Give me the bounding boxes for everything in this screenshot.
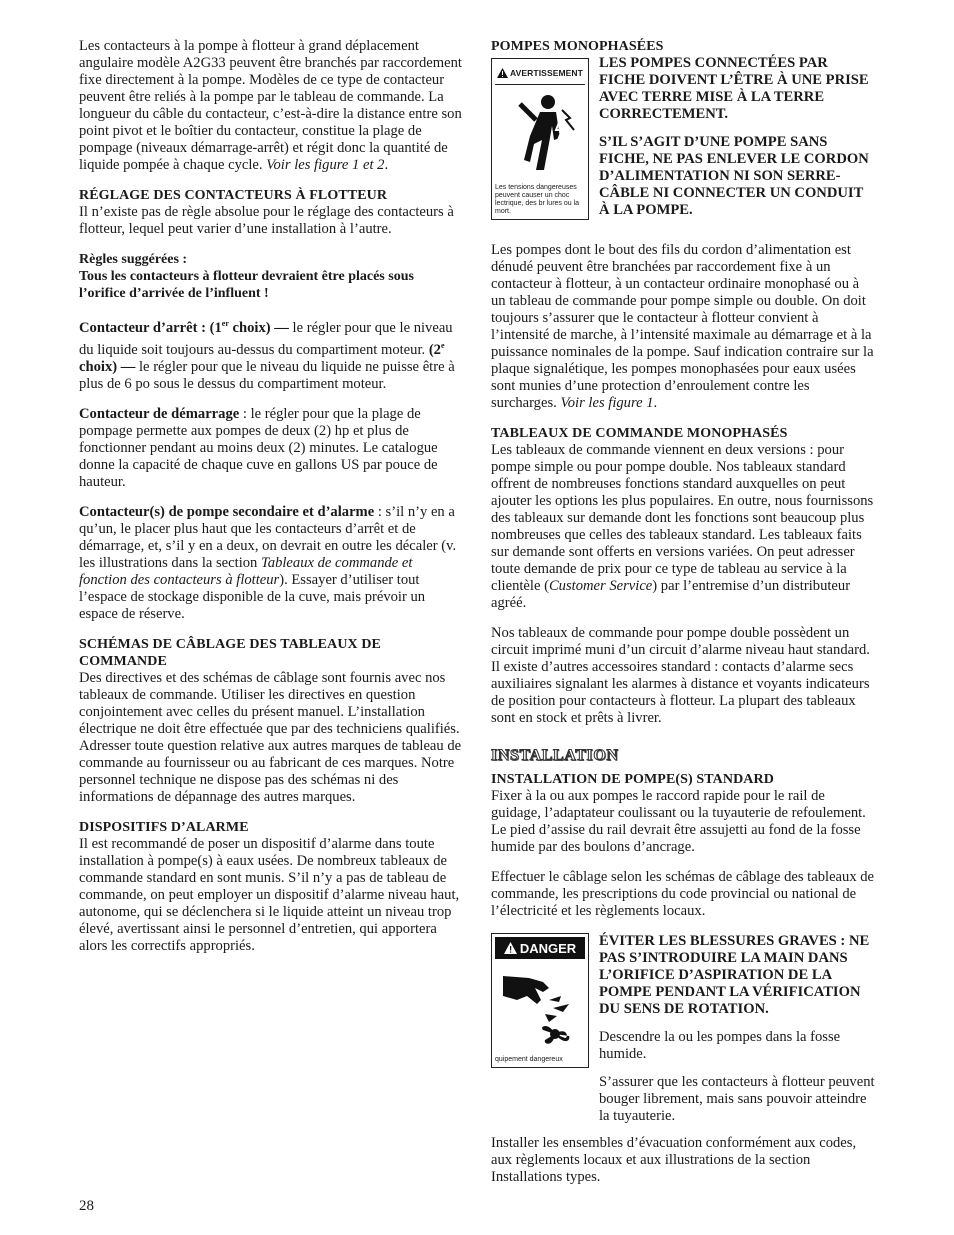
danger-block (491, 933, 877, 1125)
installation-title: INSTALLATION (491, 747, 619, 764)
alarme-text: Il est recommandé de poser un dispositif d’alarme dans toute installation à pompe(s) à eaux usées. De nombreux tableaux de commande standard en sont munis. S’il n’y a pas de tableau de commande, on peut employer un dispositif d’alarme niveau haut, autonome, qui se déclenchera si le liquide atteint un niveau trop élevé, avertissant ainsi le personnel d’entretien, qui apportera alors les correctifs appropriés. (79, 835, 460, 954)
assurer-text: S’assurer que les contacteurs à flotteur peuvent bouger librement, mais sans pouvoir atteindre la tuyauterie. (599, 1074, 875, 1124)
warning-caption: Les tensions dangereuses peuvent causer un choc lectrique, des br lures ou la mort. (495, 184, 580, 215)
intro-paragraph: Les contacteurs à la pompe à flotteur à grand déplacement angulaire modèle A2G33 peuvent être branchés par raccordement fixe directement à la pompe. Modèles de ce type de contacteur peuvent être reliés à la pompe par le tableau de commande. La longueur du câble du contacteur, c’est-à-dire la distance entre son point pivot et le boîtier du contacteur, constitue la plage de pompage (niveaux démarrage-arrêt) et régit donc la quantité de liquide pompée à chaque cycle. Voir les figure 1 et 2. (79, 38, 462, 173)
danger-text-block (599, 933, 877, 1125)
std-heading: INSTALLATION DE POMPE(S) STANDARD (491, 772, 774, 787)
left-column (79, 38, 463, 968)
reglage-section (79, 187, 463, 238)
mono-paragraph: Les pompes dont le bout des fils du cordon d’alimentation est dénudé peuvent être branchées par raccordement fixe à un contacteur à flotteur, à un contacteur ordinaire monophasé ou à un tableau de commande pour pompe simple ou double. On doit toujours s’assurer que le contacteur à flotteur convient à l’intensité de marche, à l’intensité maximale au démarrage et à la puissance nominales de la pompe. Sauf indication contraire sur la plaque signalétique, les pompes monophasées pour eaux usées sont munies d’une protection d’enroulement contre les surcharges. Voir les figure 1. (491, 242, 874, 411)
schemas-text: Des directives et des schémas de câblage sont fournis avec nos tableaux de commande. Utiliser les directives en question conjointement avec celles du présent manuel. L’installation électrique ne doit être effectuée que par des techniciens qualifiés. Adresser toute question relative aux autres marques de tableau de commande au fournisseur ou au fabricant de ces marques. Notre personnel technique ne dispose pas des schémas ni des informations de dépannage des autres marques. (79, 669, 462, 805)
danger-caption: quipement dangereux (495, 1056, 563, 1063)
tableaux-heading: TABLEAUX DE COMMANDE MONOPHASÉS (491, 426, 788, 441)
mono-heading: POMPES MONOPHASÉES (491, 39, 664, 54)
secondaire-paragraph: Contacteur(s) de pompe secondaire et d’alarme : s’il n’y en a qu’un, le placer plus haut que les contacteurs d’arrêt et de démarrage, et, s’il y en a deux, on devrait en outre les décaler (v. les illustrations dans la section Tableaux de commande et fonction des contacteurs à flotteur). Essayer d’utiliser tout l’espace de stockage disponible de la cuve, mais prévoir un espace de réserve. (79, 503, 457, 622)
danger-text: ÉVITER LES BLESSURES GRAVES : NE PAS S’INTRODUIRE LA MAIN DANS L’ORIFICE D’ASPIRATION DE LA POMPE PENDANT LA VÉRIFICATION DU SENS DE ROTATION. (599, 933, 870, 1017)
double-paragraph: Nos tableaux de commande pour pompe double possèdent un circuit imprimé muni d’un circuit d’alarme niveau haut standard. Il existe d’autres accessoires standard : contacts d’alarme secs auxiliaires signalant les alarmes à distance et voyants indicateurs de position pour contacteurs à flotteur. La plupart des tableaux sont en stock et prêts à livrer. (491, 625, 870, 726)
evac-paragraph: Installer les ensembles d’évacuation conformément aux codes, aux règlements locaux et aux illustrations de la section Installations types. (491, 1135, 857, 1185)
cablage-paragraph: Effectuer le câblage selon les schémas de câblage des tableaux de commande, les prescriptions du code provincial ou national de l’électricité et les règlements locaux. (491, 869, 875, 919)
regles-block (79, 251, 463, 302)
warning-text (599, 55, 877, 230)
page-number: 28 (79, 1198, 94, 1214)
warning-text-1: LES POMPES CONNECTÉES PAR FICHE DOIVENT L’ÊTRE À UNE PRISE AVEC TERRE MISE À LA TERRE CORRECTEMENT. (599, 55, 869, 122)
hand-impeller-icon (492, 962, 588, 1056)
std-text: Fixer à la ou aux pompes le raccord rapide pour le rail de guidage, l’adaptateur coulissant ou la tuyauterie de refoulement. Le pied d’assise du rail devrait être assujetti au fond de la fosse humide par des boulons d’ancrage. (491, 788, 866, 855)
warning-triangle-icon (497, 68, 508, 78)
std-section (491, 771, 877, 856)
tableaux-section (491, 425, 877, 612)
reglage-text: Il n’existe pas de règle absolue pour le réglage des contacteurs à flotteur, lequel peut varier d’une installation à l’autre. (79, 204, 454, 237)
regles-bold-text: Tous les contacteurs à flotteur devraient être placés sous l’orifice d’arrivée de l’influent ! (79, 269, 414, 301)
danger-triangle-icon (504, 942, 517, 954)
warning-text-2: S’IL S’AGIT D’UNE POMPE SANS FICHE, NE PAS ENLEVER LE CORDON D’ALIMENTATION NI SON SERRE-CÂBLE NI CONNECTER UN CONDUIT À LA POMPE. (599, 134, 869, 218)
warning-label-box (491, 58, 589, 220)
warning-header: AVERTISSEMENT (495, 62, 585, 85)
schemas-heading: SCHÉMAS DE CÂBLAGE DES TABLEAUX DE COMMANDE (79, 636, 382, 669)
electric-shock-icon (492, 88, 588, 184)
alarme-heading: DISPOSITIFS D’ALARME (79, 819, 249, 835)
descendre-text: Descendre la ou les pompes dans la fosse humide. (599, 1029, 841, 1062)
demarrage-paragraph: Contacteur de démarrage : le régler pour que la plage de pompage permette aux pompes de deux (2) hp et plus de fonctionner pendant au moins deux (2) minutes. Le catalogue donne la capacité de chaque cuve en gallons US par pouce de hauteur. (79, 405, 438, 490)
arret-paragraph: Contacteur d’arrêt : (1er choix) — le régler pour que le niveau du liquide soit toujours au-dessus du compartiment moteur. (2e choix) — le régler pour que le niveau du liquide ne puisse être à plus de 6 po sous le dessus du compartiment moteur. (79, 319, 455, 392)
regles-label: Règles suggérées : (79, 252, 188, 267)
tableaux-text: Les tableaux de commande viennent en deux versions : pour pompe simple ou pour pompe double. Nos tableaux standard offrent de nombreuses fonctions standard auxquelles on peut ajouter les options les plus populaires. En outre, nous fournissons des tableaux sur demande dont les fonctions sont beaucoup plus nombreuses que celles des tableaux standard. Les tableaux faits sur demande sont offerts en versions variées. On peut adresser toute demande de prix pour ce type de tableau au service à la clientèle (Customer Service) par l’entremise d’un distributeur agréé. (491, 442, 874, 611)
schemas-section (79, 636, 463, 806)
right-column (491, 38, 877, 1199)
danger-label-box (491, 933, 589, 1068)
danger-header: DANGER (495, 937, 585, 959)
alarme-section (79, 819, 463, 955)
reglage-heading: RÉGLAGE DES CONTACTEURS À FLOTTEUR (79, 188, 388, 203)
warning-block (491, 55, 877, 230)
